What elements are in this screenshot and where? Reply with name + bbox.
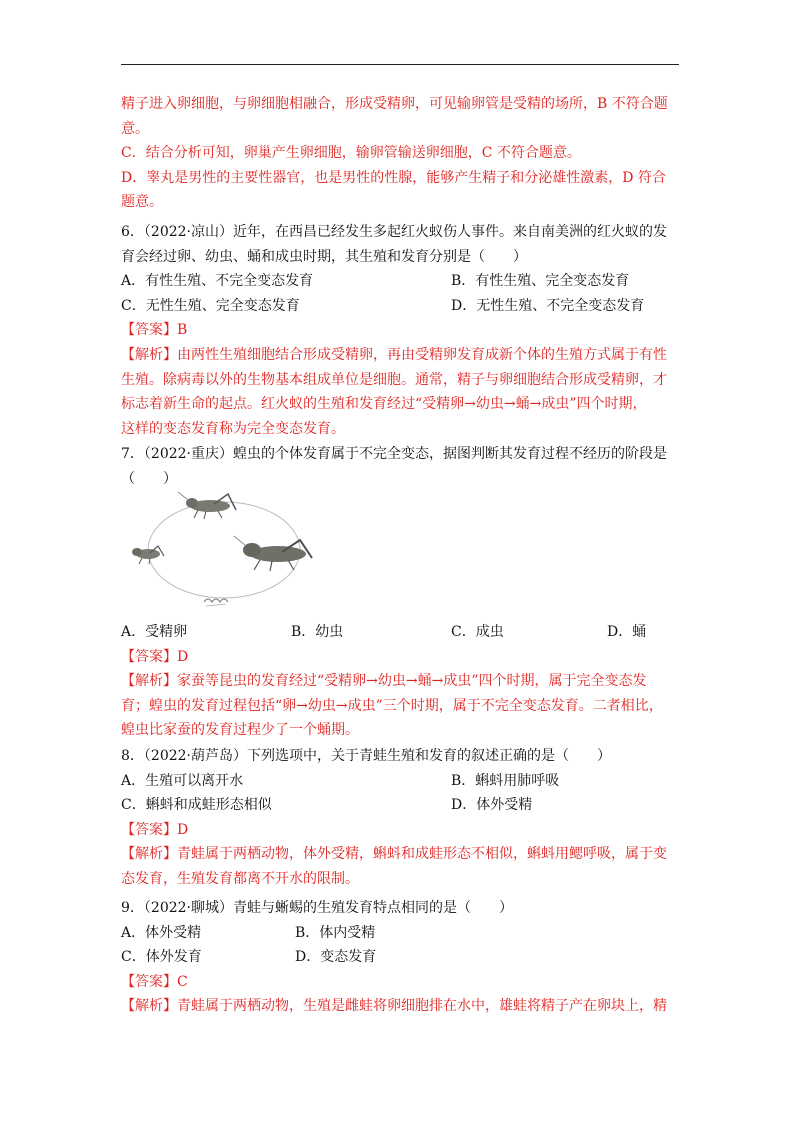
question-stem: 9．（2022·聊城）青蛙与蜥蜴的生殖发育特点相同的是（ ） <box>121 900 513 916</box>
text-line: 题意。 <box>121 194 163 211</box>
question-stem: 育会经过卵、幼虫、蛹和成虫时期，其生殖和发育分别是（ ） <box>121 248 527 265</box>
analysis-line: 【解析】由两性生殖细胞结合形成受精卵，再由受精卵发育成新个体的生殖方式属于有性 <box>121 346 667 363</box>
option-b: B．幼虫 <box>291 624 344 640</box>
answer-label: 【答案】D <box>121 648 189 665</box>
question-stem: 8．（2022·葫芦岛）下列选项中，关于青蛙生殖和发育的叙述正确的是（ ） <box>121 748 611 764</box>
option-row <box>121 793 681 818</box>
analysis-line: 这样的变态发育称为完全变态发育。 <box>121 420 345 437</box>
answer-label: 【答案】B <box>121 322 188 339</box>
prev-explanation <box>121 92 681 215</box>
option-row <box>121 620 681 645</box>
egg-icon <box>204 599 228 606</box>
analysis-line: 生殖。除病毒以外的生物基本组成单位是细胞。通常，精子与卵细胞结合形成受精卵，才 <box>121 371 667 388</box>
option-b: B．体内受精 <box>295 924 376 941</box>
analysis-line: 标志着新生命的起点。红火蚁的生殖和发育经过“受精卵→幼虫→蛹→成虫”四个时期， <box>121 396 647 413</box>
analysis-line: 【解析】青蛙属于两栖动物，生殖是雌蛙将卵细胞排在水中，雄蛙将精子产在卵块上，精 <box>121 998 667 1015</box>
option-row <box>121 945 681 970</box>
option-row <box>121 269 681 294</box>
question-6 <box>121 220 681 441</box>
option-b: B．蝌蚪用肺呼吸 <box>451 772 560 789</box>
option-row <box>121 921 681 946</box>
option-c: C．无性生殖、完全变态发育 <box>121 297 300 314</box>
option-d: D．无性生殖、不完全变态发育 <box>451 297 645 314</box>
option-row <box>121 294 681 319</box>
option-c: C．蝌蚪和成蛙形态相似 <box>121 797 272 814</box>
option-a: A．有性生殖、不完全变态发育 <box>121 273 314 290</box>
header-rule <box>121 64 679 65</box>
answer-label: 【答案】D <box>121 821 189 838</box>
text-line: D．睾丸是男性的主要性器官，也是男性的性腺，能够产生精子和分泌雄性激素，D 符合 <box>121 169 666 186</box>
analysis-line: 育；蝗虫的发育过程包括“卵→幼虫→成虫”三个时期，属于不完全变态发育。二者相比， <box>121 697 663 714</box>
question-7-options <box>121 620 681 743</box>
option-d: D．变态发育 <box>295 949 377 966</box>
option-c: C．体外发育 <box>121 949 202 966</box>
analysis-line: 蝗虫比家蚕的发育过程少了一个蛹期。 <box>121 722 359 739</box>
text-line: C．结合分析可知，卵巢产生卵细胞，输卵管输送卵细胞，C 不符合题意。 <box>121 145 581 162</box>
adult-grasshopper-icon <box>234 536 312 571</box>
question-stem: （ ） <box>121 470 177 487</box>
analysis-line: 态发育，生殖发育都离不开水的限制。 <box>121 870 359 887</box>
option-a: A．体外受精 <box>121 924 202 941</box>
analysis-line: 【解析】青蛙属于两栖动物，体外受精，蝌蚪和成蛙形态不相似，蝌蚪用鳃呼吸，属于变 <box>121 846 667 863</box>
answer-label: 【答案】C <box>121 973 188 990</box>
question-8 <box>121 744 681 892</box>
option-a: A．受精卵 <box>121 624 188 640</box>
option-d: D．蛹 <box>607 624 647 640</box>
option-row <box>121 769 681 794</box>
analysis-line: 【解析】家蚕等昆虫的发育经过“受精卵→幼虫→蛹→成虫”四个时期，属于完全变态发 <box>121 673 647 690</box>
text-line: 意。 <box>121 120 149 137</box>
question-9 <box>121 896 681 1019</box>
adult-grasshopper-icon <box>178 492 236 519</box>
text-line: 精子进入卵细胞，与卵细胞相融合，形成受精卵，可见输卵管是受精的场所，B 不符合题 <box>121 96 668 112</box>
question-stem: 7．（2022·重庆）蝗虫的个体发育属于不完全变态，据图判断其发育过程不经历的阶段是 <box>121 446 667 462</box>
question-7 <box>121 442 681 491</box>
option-c: C．成虫 <box>451 624 504 640</box>
option-a: A．生殖可以离开水 <box>121 772 244 789</box>
option-b: B．有性生殖、完全变态发育 <box>451 273 630 290</box>
question-stem: 6．（2022·凉山）近年，在西昌已经发生多起红火蚁伤人事件。来自南美洲的红火蚁的发 <box>121 224 667 240</box>
grasshopper-lifecycle-figure <box>124 488 324 610</box>
option-d: D．体外受精 <box>451 797 533 814</box>
